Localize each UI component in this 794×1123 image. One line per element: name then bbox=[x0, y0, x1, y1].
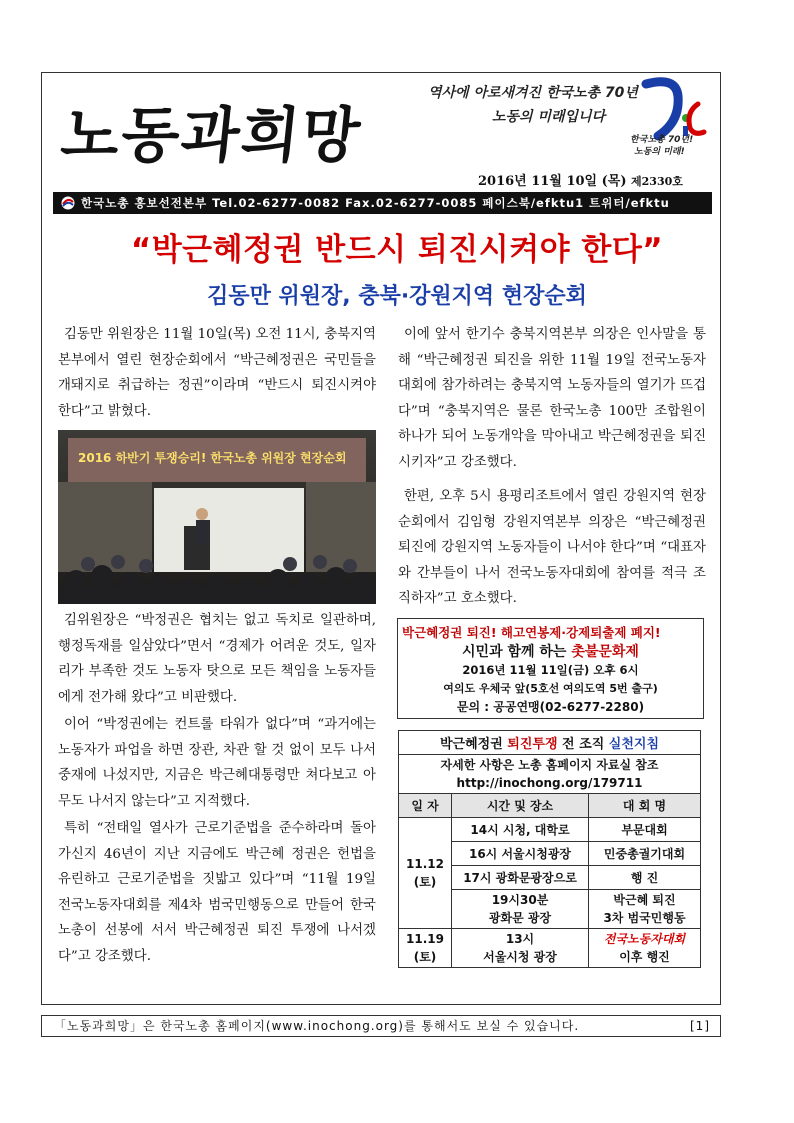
page-number: [1] bbox=[690, 1019, 710, 1033]
table-row: 11.12 (토) 14시 시청, 대학로 부문대회 bbox=[399, 818, 701, 842]
schedule-title: 박근혜정권 퇴진투쟁 전 조직 실천지침 bbox=[399, 731, 701, 755]
table-row: 11.19 (토) 13시 서울시청 광장 전국노동자대회 이후 행진 bbox=[399, 929, 701, 968]
slogan-line-1: 역사에 아로새겨진 한국노총 70년 bbox=[428, 85, 638, 101]
footer-text: 「노동과희망」은 한국노총 홈페이지(www.inochong.org)를 통해서도 보실 수 있습니다. bbox=[54, 1019, 580, 1033]
article-paragraph: 김위원장은 “박정권은 협치는 없고 독치로 일관하며, 행정독재를 일삼았다”면서 “경제가 어려운 것도, 일자리가 부족한 것도 노동자 탓으로 모든 책임을 노동자들에게 전가해 왔다”고 비판했다. bbox=[58, 613, 376, 705]
event-datetime: 2016년 11월 11일(금) 오후 6시 bbox=[462, 663, 639, 677]
event-location: 여의도 우체국 앞(5호선 여의도역 5번 출구) bbox=[443, 682, 658, 695]
sub-headline: 김동만 위원장, 충북·강원지역 현장순회 bbox=[207, 284, 587, 309]
date-cell: 11.12 (토) bbox=[399, 818, 452, 929]
issue-date: 2016년 11월 10일 (목) bbox=[478, 174, 627, 189]
event-title: 시민과 함께 하는 촛불문화제 bbox=[462, 644, 639, 660]
issue-info bbox=[478, 170, 683, 189]
schedule-reference: 자세한 사항은 노총 홈페이지 자료실 참조 http://inochong.org/179711 bbox=[399, 755, 701, 794]
table-row: 19시30분 광화문 광장 박근혜 퇴진 3차 범국민행동 bbox=[399, 890, 701, 929]
action-schedule-table bbox=[398, 730, 701, 968]
candlelight-event-box bbox=[397, 618, 704, 719]
slogan-line-2: 노동의 미래입니다 bbox=[492, 109, 606, 125]
contact-info-text: 한국노총 홍보선전본부 Tel.02-6277-0082 Fax.02-6277-0085 페이스북/efktu1 트위터/efktu bbox=[81, 196, 670, 210]
issue-number: 제2330호 bbox=[631, 175, 683, 188]
table-row: 17시 광화문광장으로 행 진 bbox=[399, 866, 701, 890]
page-footer bbox=[41, 1015, 721, 1037]
contact-bar bbox=[53, 192, 712, 214]
main-headline: “박근혜정권 반드시 퇴진시켜야 한다” bbox=[130, 232, 664, 268]
event-contact: 문의 : 공공연맹(02-6277-2280) bbox=[456, 700, 645, 714]
reference-link[interactable]: http://inochong.org/179711 bbox=[456, 776, 643, 790]
event-slogan: 박근혜정권 퇴진! 해고연봉제·강제퇴출제 폐지! bbox=[402, 625, 661, 640]
table-row: 16시 서울시청광장 민중총궐기대회 bbox=[399, 842, 701, 866]
article-paragraph: 한편, 오후 5시 용평리조트에서 열린 강원지역 현장순회에서 김임형 강원지역본부 의장은 “박근혜정권 퇴진에 강원지역 노동자들이 나서야 한다”며 “대표자와 간부들이 나서 전국노동자대회에 참여를 적극 조직하자”고 호소했다. bbox=[398, 489, 706, 606]
article-paragraph: 특히 “전태일 열사가 근로기준법을 준수하라며 돌아가신지 46년이 지난 지금에도 박근혜 정권은 헌법을 유린하고 근로기준법을 짓밟고 있다”며 “11월 19일 전국노동자대회를 제4차 범국민행동으로 만들어 한국노총이 선봉에 서서 박근혜정권 퇴진 투쟁에 나서겠다”고 강조했다. bbox=[58, 821, 376, 964]
article-paragraph: 김동만 위원장은 11월 10일(목) 오전 11시, 충북지역본부에서 열린 현장순회에서 “박근혜정권은 국민들을 개돼지로 취급하는 정권”이라며 “반드시 퇴진시켜야 한다”고 밝혔다. bbox=[58, 327, 376, 419]
logo-caption: 한국노총 70년! 노동의 미래! bbox=[630, 135, 694, 157]
table-header-row: 일 자 시간 및 장소 대 회 명 bbox=[399, 794, 701, 818]
date-cell: 11.19 (토) bbox=[399, 929, 452, 968]
ktu-mini-logo-icon bbox=[61, 196, 75, 210]
article-paragraph: 이에 앞서 한기수 충북지역본부 의장은 인사말을 통해 “박근혜정권 퇴진을 위한 11월 19일 전국노동자대회에 참가하려는 충북지역 노동자들의 열기가 뜨겁다”며 “충북지역은 물론 한국노총 100만 조합원이 하나가 되어 노동개악을 막아내고 박근혜정권을 퇴진시키자”고 강조했다. bbox=[398, 327, 706, 470]
photo-banner-text: 2016 하반기 투쟁승리! 한국노총 위원장 현장순회 bbox=[78, 451, 347, 465]
newsletter-title: 노동과희망 bbox=[57, 101, 365, 171]
article-paragraph: 이어 “박정권에는 컨트롤 타워가 없다”며 “과거에는 노동자가 파업을 하면 장관, 차관 할 것 없이 모두 나서 중재에 나섰지만, 지금은 박근혜대통령만 쳐다보고 아무도 나서지 않는다”고 지적했다. bbox=[58, 717, 376, 809]
event-photo bbox=[58, 430, 376, 604]
